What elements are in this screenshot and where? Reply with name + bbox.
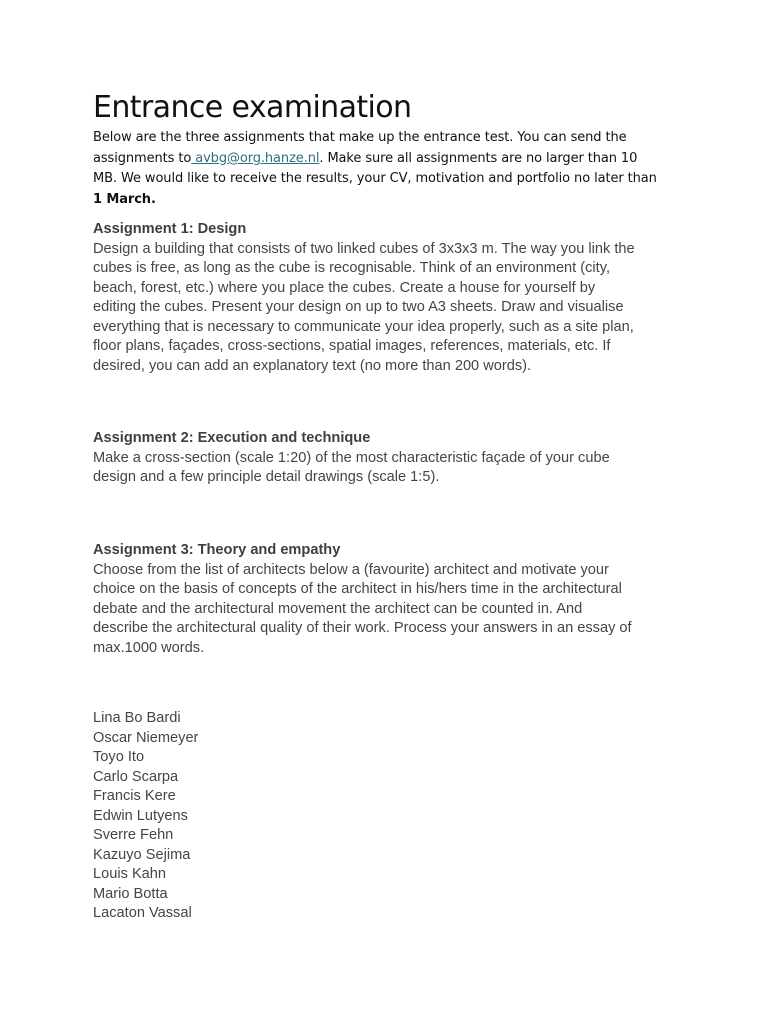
intro-line-2 — [93, 149, 693, 170]
architect-list-item: Kazuyo Sejima — [93, 846, 191, 863]
assignment-3-line: max.1000 words. — [93, 639, 205, 656]
assignment-3-line: Choose from the list of architects below a (favourite) architect and motivate your — [93, 561, 609, 578]
architect-list-item: Oscar Niemeyer — [93, 729, 199, 746]
assignment-3-heading: Assignment 3: Theory and empathy — [93, 542, 341, 558]
assignment-1-body — [93, 240, 693, 377]
intro-line-2-suffix: . Make sure all assignments are no larger than 10 — [319, 150, 638, 166]
assignment-1-line: editing the cubes. Present your design on up to two A3 sheets. Draw and visualise — [93, 299, 624, 315]
architect-list-item: Sverre Fehn — [93, 827, 174, 843]
assignment-3-line: choice on the basis of concepts of the architect in his/hers time in the architectural — [93, 581, 622, 597]
email-link[interactable]: avbg@org.hanze.nl — [191, 150, 320, 166]
assignment-3-line: debate and the architectural movement the architect can be counted in. And — [93, 600, 583, 617]
assignment-3-line: describe the architectural quality of their work. Process your answers in an essay of — [93, 620, 632, 636]
intro-line-4 — [93, 190, 693, 211]
assignment-1 — [93, 220, 693, 376]
assignment-1-line: cubes is free, as long as the cube is recognisable. Think of an environment (city, — [93, 260, 611, 276]
assignment-2-line: design and a few principle detail drawings (scale 1:5). — [93, 469, 440, 485]
assignment-3 — [93, 541, 693, 658]
intro-line-1: Below are the three assignments that make up the entrance test. You can send the — [93, 130, 627, 145]
architect-list-item: Francis Kere — [93, 788, 176, 804]
assignment-2-body — [93, 449, 693, 488]
architect-list — [93, 709, 198, 924]
assignment-1-line: everything that is necessary to communicate your idea properly, such as a site plan, — [93, 318, 634, 335]
assignment-1-line: Design a building that consists of two linked cubes of 3x3x3 m. The way you link the — [93, 240, 635, 257]
assignment-3-body — [93, 561, 693, 659]
intro-line-3: MB. We would like to receive the results, your CV, motivation and portfolio no later than — [93, 171, 657, 187]
architect-list-item: Edwin Lutyens — [93, 807, 188, 824]
intro-line-2-prefix: assignments to — [93, 150, 192, 166]
architect-list-item: Carlo Scarpa — [93, 768, 179, 785]
assignment-1-heading: Assignment 1: Design — [93, 221, 247, 237]
assignment-1-line: desired, you can add an explanatory text (no more than 200 words). — [93, 357, 532, 374]
architect-list-item: Louis Kahn — [93, 866, 167, 882]
assignment-2-heading: Assignment 2: Execution and technique — [93, 430, 371, 446]
assignment-2-line: Make a cross-section (scale 1:20) of the most characteristic façade of your cube — [93, 449, 610, 466]
assignment-1-line: floor plans, façades, cross-sections, spatial images, references, materials, etc. If — [93, 338, 611, 354]
architect-list-item: Mario Botta — [93, 885, 168, 902]
architect-list-item: Lina Bo Bardi — [93, 710, 181, 726]
architect-list-item: Toyo Ito — [93, 749, 145, 765]
intro-paragraph — [93, 128, 693, 211]
assignment-1-line: beach, forest, etc.) where you place the cubes. Create a house for yourself by — [93, 279, 596, 296]
deadline-date: 1 March. — [93, 192, 156, 208]
page-title: Entrance examination — [93, 90, 412, 125]
architect-list-item: Lacaton Vassal — [93, 905, 192, 921]
assignment-2 — [93, 429, 693, 488]
